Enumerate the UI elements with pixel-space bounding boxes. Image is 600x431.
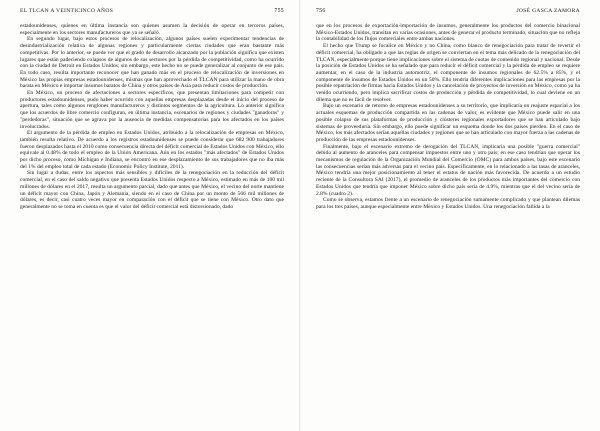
paragraph: En segundo lugar, bajo estos procesos de relocalización, algunos países suelen experimentar tendencias de desindustrialización relativa de algunas regiones y particularmente ciertas ciudades que eran bastante más competitivas. Por lo anterior, se puede ver que el grado de desarrollo alcanzado por la población significa que existen lugares que están padeciendo colapsos de algunos de sus sectores por la pérdida de competitividad, como ha ocurrido con la ciudad de Detroit en Estados Unidos; sin embargo, este hecho no se puede generalizar al conjunto de ese país. En todo caso, resulta importante reconocer que han ganado más en el proceso de relocalización de inversiones en México las propias empresas estadounidenses, mismas que han aprovechado el TLCAN para utilizar la mano de obra barata en México e importar insumos baratos de China y otros países de Asia para reducir costos de producción. <box>20 36 284 90</box>
paragraph: El argumento de la pérdida de empleo en Estados Unidos, atribuido a la relocalización de empresas en México, también resulta relativo. De acuerdo a los registros estadounidenses se puede considerar que 682 900 trabajadores fueron desplazados hasta el 2010 como consecuencia directa del déficit comercial de Estados Unidos con México, ello equivale al 0.48% de todo el empleo de la Unión Americana. Aún en los estados "más afectados" de Estados Unidos por dicho proceso, como Michigan e Indiana, se encontró en ese desplazamiento de sus trabajadores que no iba más del 1% del empleo total de cada estado (Economic Policy Institute, 2011). <box>20 130 284 170</box>
running-title: EL TLCAN A VEINTICINCO AÑOS <box>20 8 114 14</box>
paragraph: Como se observa, estamos frente a un escenario de renegociación sumamente complicado y que plantean dilemas para los tres países, aunque especialmente entre México y Estados Unidos. Una renegociación fallida a la <box>316 197 580 210</box>
paragraph: En México, un proceso de afectaciones a sectores específicos, que presentan limitaciones para competir con productores estadounidenses, pudo haber ocurrido con aquellas empresas desplazadas desde el inicio del proceso de apertura, tales como algunos renglones manufactureros y distintos segmentos de la agricultura. Lo anterior significa que los acuerdos de libre comercio configuran, en última instancia, escenarios de regiones y ciudades "ganadoras" y "perdedoras", situación que se agrava por la ausencia de medidas compensatorias para los afectados en los países involucrados. <box>20 90 284 130</box>
page-number-left: 755 <box>274 8 284 14</box>
right-page <box>300 0 600 431</box>
running-author: JOSÉ GASCA ZAMORA <box>516 8 580 14</box>
running-head-left <box>20 8 284 16</box>
paragraph: que en los procesos de exportación-importación de insumos, generalmente los productos del comercio binacional México-Estados Unidos, transitan en varias ocasiones, antes de generar el producto terminado, situación que no refleja la contabilidad de los flujos comerciales entre ambas naciones. <box>316 23 580 43</box>
running-head-right <box>316 8 580 16</box>
left-body-text <box>20 23 284 211</box>
paragraph: El hecho que Trump se focalice en México y no China, como blanco de renegociación para tratar de revertir el déficit comercial, ha obligado a que las reglas de origen se conviertan en el tema más delicado de la renegociación del TLCAN, especialmente porque tiene implicaciones sobre el sistema de cuotas de contenido regional y nacional. Desde la posición de Estados Unidos se ha señalado que para reducir el déficit comercial y la pérdida de empleo se requiere aumentar, en el caso de la industria automotriz, el componente de insumos regionales de 62.5% a 85%, y el componente de insumos de Estados Unidos en un 50%. Ello tendría diferentes implicaciones para las empresas por la posible repatriación de firmas hacia Estados Unidos y la cancelación de proyectos de inversión en México, como ya ha venido ocurriendo, pero implica sacrificar costos de producción y pérdida de competitividad, lo cual deviene en un dilema que no es fácil de resolver. <box>316 43 580 103</box>
paragraph: Bajo un escenario de retorno de empresas estadounidenses a su territorio, que implicaría un reajuste espacial a los actuales esquemas de producción compartida en las cadenas de valor, es evidente que México puede salir en una posible colapso de sus plataformas de producción y clústeres regionales exportadores que se han articulado bajo sistemas de proveeduría. Sin embargo, ello puede significar un esquema donde los dos países pierden. En el caso de México, los más afectados serían aquellas ciudades y regiones que se han articulado con mayor fuerza a las cadenas de producción de las empresas estadounidenses. <box>316 103 580 143</box>
paragraph: Finalmente, bajo el escenario extremo de derogación del TLCAN, implicaría una posible "guerra comercial" debido al aumento de aranceles para compensar impuestos entre uno y otro país; en ese caso tendrían que operar los mecanismos de regulación de la Organización Mundial del Comercio (OMC) para ambos países, bajo este escenario las consecuencias serían más adversas para el vecino país. Específicamente, en lo relacionado a las tasas de aranceles, México tendría una mejor posicionamiento al tener el estatus de nación más favorecida. De acuerdo a un estudio reciente de la Consultora SAI (2017), el promedio de aranceles de los productos más importantes del comercio con Estados Unidos que tendría que imponer México sobre dicho país sería de 4.9%, mientras que el del vecino sería de 2.8% (cuadro 2). <box>316 143 580 197</box>
paragraph: estadounidenses, quienes en última instancia son quienes asumen la decisión de operar en terceros países, especialmente en los sectores manufactureros que ya se señaló. <box>20 23 284 36</box>
right-body-text <box>316 23 580 211</box>
paragraph: Sin lugar a dudas, entre los aspectos más sensibles y difíciles de la renegociación en la reducción del déficit comercial, en el caso del saldo negativo que presenta Estados Unidos respecto a México, estimado en más de 100 mil millones de dólares en el 2017, resulta un argumento parcial, dado que antes que México, el vecino del norte mantiene un déficit mayor con China, Japón y Alemania, siendo en el caso de China por un monto de 566 mil millones de dólares, es decir, casi cuatro veces mayor en comparación con el déficit que se tiene con México. Otro dato que generalmente no se toma en cuenta es que el valor del déficit comercial está distorsionado, dado <box>20 170 284 210</box>
page-number-right: 756 <box>316 8 326 14</box>
